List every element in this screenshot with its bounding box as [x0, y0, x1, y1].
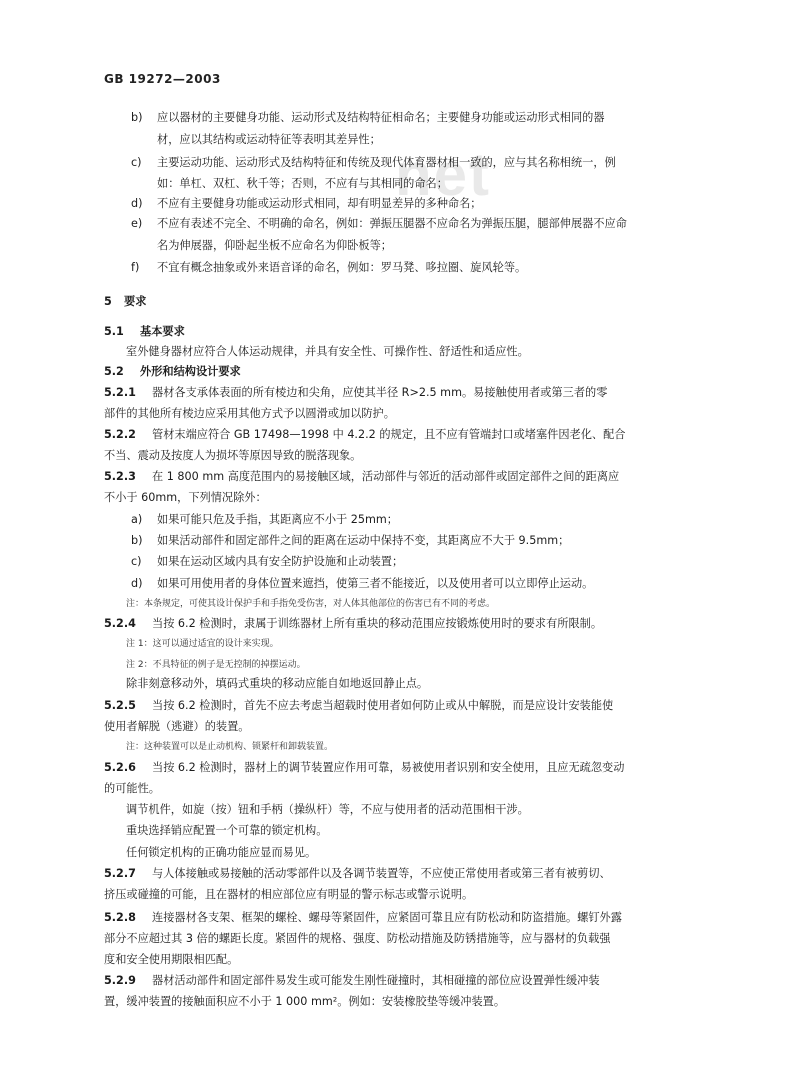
note: 注 2：不具特征的例子是无控制的掉摆运动。 — [126, 660, 306, 670]
list-marker: b) — [131, 111, 143, 124]
paragraph: 除非刻意移动外，填码式重块的移动应能自如地返回静止点。 — [126, 677, 429, 690]
paragraph: 挤压或碰撞的可能，且在器材的相应部位应有明显的警示标志或警示说明。 — [104, 888, 474, 901]
paragraph: 使用者解脱（逃避）的装置。 — [104, 720, 250, 733]
list-item-text: 如：单杠、双杠、秋千等；否则，不应有与其相同的命名； — [157, 177, 448, 190]
standard-code-header: GB 19272—2003 — [104, 72, 221, 86]
clause-number: 5.2.7 — [104, 867, 136, 880]
paragraph: 在 1 800 mm 高度范围内的易接触区域，活动部件与邻近的活动部件或固定部件之间的距离应 — [152, 470, 620, 483]
list-marker: f) — [131, 261, 140, 274]
paragraph: 调节机件，如旋（按）钮和手柄（操纵杆）等，不应与使用者的活动范围相干涉。 — [126, 803, 529, 816]
clause-number: 5.2.9 — [104, 974, 136, 987]
note: 注：这种装置可以是止动机构、锁紧杆和卸载装置。 — [126, 742, 334, 752]
list-item-text: 名为伸展器，仰卧起坐板不应命名为仰卧板等； — [157, 239, 392, 252]
clause-number: 5.2.5 — [104, 699, 136, 712]
clause-number: 5.2.2 — [104, 428, 136, 441]
section-title: 基本要求 — [140, 325, 185, 338]
paragraph: 与人体接触或易接触的活动零部件以及各调节装置等，不应使正常使用者或第三者有被剪切、 — [152, 867, 611, 880]
list-item-text: 如果在运动区域内具有安全防护设施和止动装置； — [157, 555, 404, 568]
clause-number: 5.2.4 — [104, 617, 136, 630]
list-item-text: 不宜有概念抽象或外来语音译的命名，例如：罗马凳、哆拉圈、旋风轮等。 — [157, 261, 527, 274]
list-item-text: 如果可能只危及手指，其距离应不小于 25mm； — [157, 513, 398, 526]
paragraph: 室外健身器材应符合人体运动规律，并具有安全性、可操作性、舒适性和适应性。 — [126, 345, 529, 358]
paragraph: 当按 6.2 检测时，隶属于训练器材上所有重块的移动范围应按锻炼使用时的要求有所限制。 — [152, 617, 603, 630]
paragraph: 任何锁定机构的正确功能应显而易见。 — [126, 846, 317, 859]
paragraph: 部件的其他所有棱边应采用其他方式予以圆滑或加以防护。 — [104, 407, 395, 420]
section-number: 5.2 — [104, 365, 124, 378]
list-marker: a) — [131, 513, 143, 526]
list-marker: c) — [131, 156, 142, 169]
paragraph: 当按 6.2 检测时，器材上的调节装置应作用可靠，易被使用者识别和安全使用，且应无疏忽变动 — [152, 761, 625, 774]
paragraph: 度和安全使用期限相匹配。 — [104, 953, 239, 966]
paragraph: 的可能性。 — [104, 782, 160, 795]
section-title: 要求 — [124, 295, 147, 308]
paragraph: 器材活动部件和固定部件易发生或可能发生刚性碰撞时，其相碰撞的部位应设置弹性缓冲装 — [152, 974, 600, 987]
paragraph: 部分不应超过其 3 倍的螺距长度。紧固件的规格、强度、防松动措施及防锈措施等，应与器材的负载强 — [104, 932, 611, 945]
paragraph: 器材各支承体表面的所有棱边和尖角，应使其半径 R>2.5 mm。易接触使用者或第三者的零 — [152, 386, 608, 399]
list-marker: e) — [131, 217, 143, 230]
section-number: 5.1 — [104, 325, 124, 338]
paragraph: 管材末端应符合 GB 17498—1998 中 4.2.2 的规定，且不应有管端封口或堵塞件因老化、配合 — [152, 428, 626, 441]
paragraph: 重块选择销应配置一个可靠的锁定机构。 — [126, 824, 328, 837]
clause-number: 5.2.1 — [104, 386, 136, 399]
clause-number: 5.2.3 — [104, 470, 136, 483]
list-item-text: 不应有主要健身功能或运动形式相同，却有明显差异的多种命名； — [157, 197, 482, 210]
note: 注 1：这可以通过适宜的设计来实现。 — [126, 639, 279, 649]
section-title: 外形和结构设计要求 — [140, 365, 241, 378]
list-item-text: 不应有表述不完全、不明确的命名，例如：弹振压腿器不应命名为弹振压腿，腿部伸展器不应命 — [157, 217, 627, 230]
list-marker: c) — [131, 555, 142, 568]
list-item-text: 材，应以其结构或运动特征等表明其差异性； — [157, 133, 381, 146]
note: 注：本条规定，可使其设计保护手和手指免受伤害，对人体其他部位的伤害已有不同的考虑。 — [126, 599, 496, 609]
list-item-text: 应以器材的主要健身功能、运动形式及结构特征相命名；主要健身功能或运动形式相同的器 — [157, 111, 605, 124]
paragraph: 不小于 60mm，下列情况除外： — [104, 491, 267, 504]
paragraph: 连接器材各支架、框架的螺栓、螺母等紧固件，应紧固可靠且应有防松动和防盗措施。螺钉外露 — [152, 911, 622, 924]
list-marker: d) — [131, 197, 143, 210]
list-item-text: 如果活动部件和固定部件之间的距离在运动中保持不变，其距离应不大于 9.5mm； — [157, 534, 570, 547]
list-marker: b) — [131, 534, 143, 547]
section-number: 5 — [104, 295, 112, 308]
clause-number: 5.2.8 — [104, 911, 136, 924]
clause-number: 5.2.6 — [104, 761, 136, 774]
list-item-text: 如果可用使用者的身体位置来遮挡，使第三者不能接近，以及使用者可以立即停止运动。 — [157, 577, 594, 590]
watermark: net — [395, 141, 491, 208]
paragraph: 置，缓冲装置的接触面积应不小于 1 000 mm²。例如：安装橡胶垫等缓冲装置。 — [104, 995, 506, 1008]
paragraph: 不当、震动及按度人为损坏等原因导致的脱落现象。 — [104, 449, 362, 462]
list-item-text: 主要运动功能、运动形式及结构特征和传统及现代体育器材相一致的，应与其名称相统一，例 — [157, 156, 616, 169]
paragraph: 当按 6.2 检测时，首先不应去考虑当超载时使用者如何防止或从中解脱，而是应设计安装能使 — [152, 699, 614, 712]
list-marker: d) — [131, 577, 143, 590]
